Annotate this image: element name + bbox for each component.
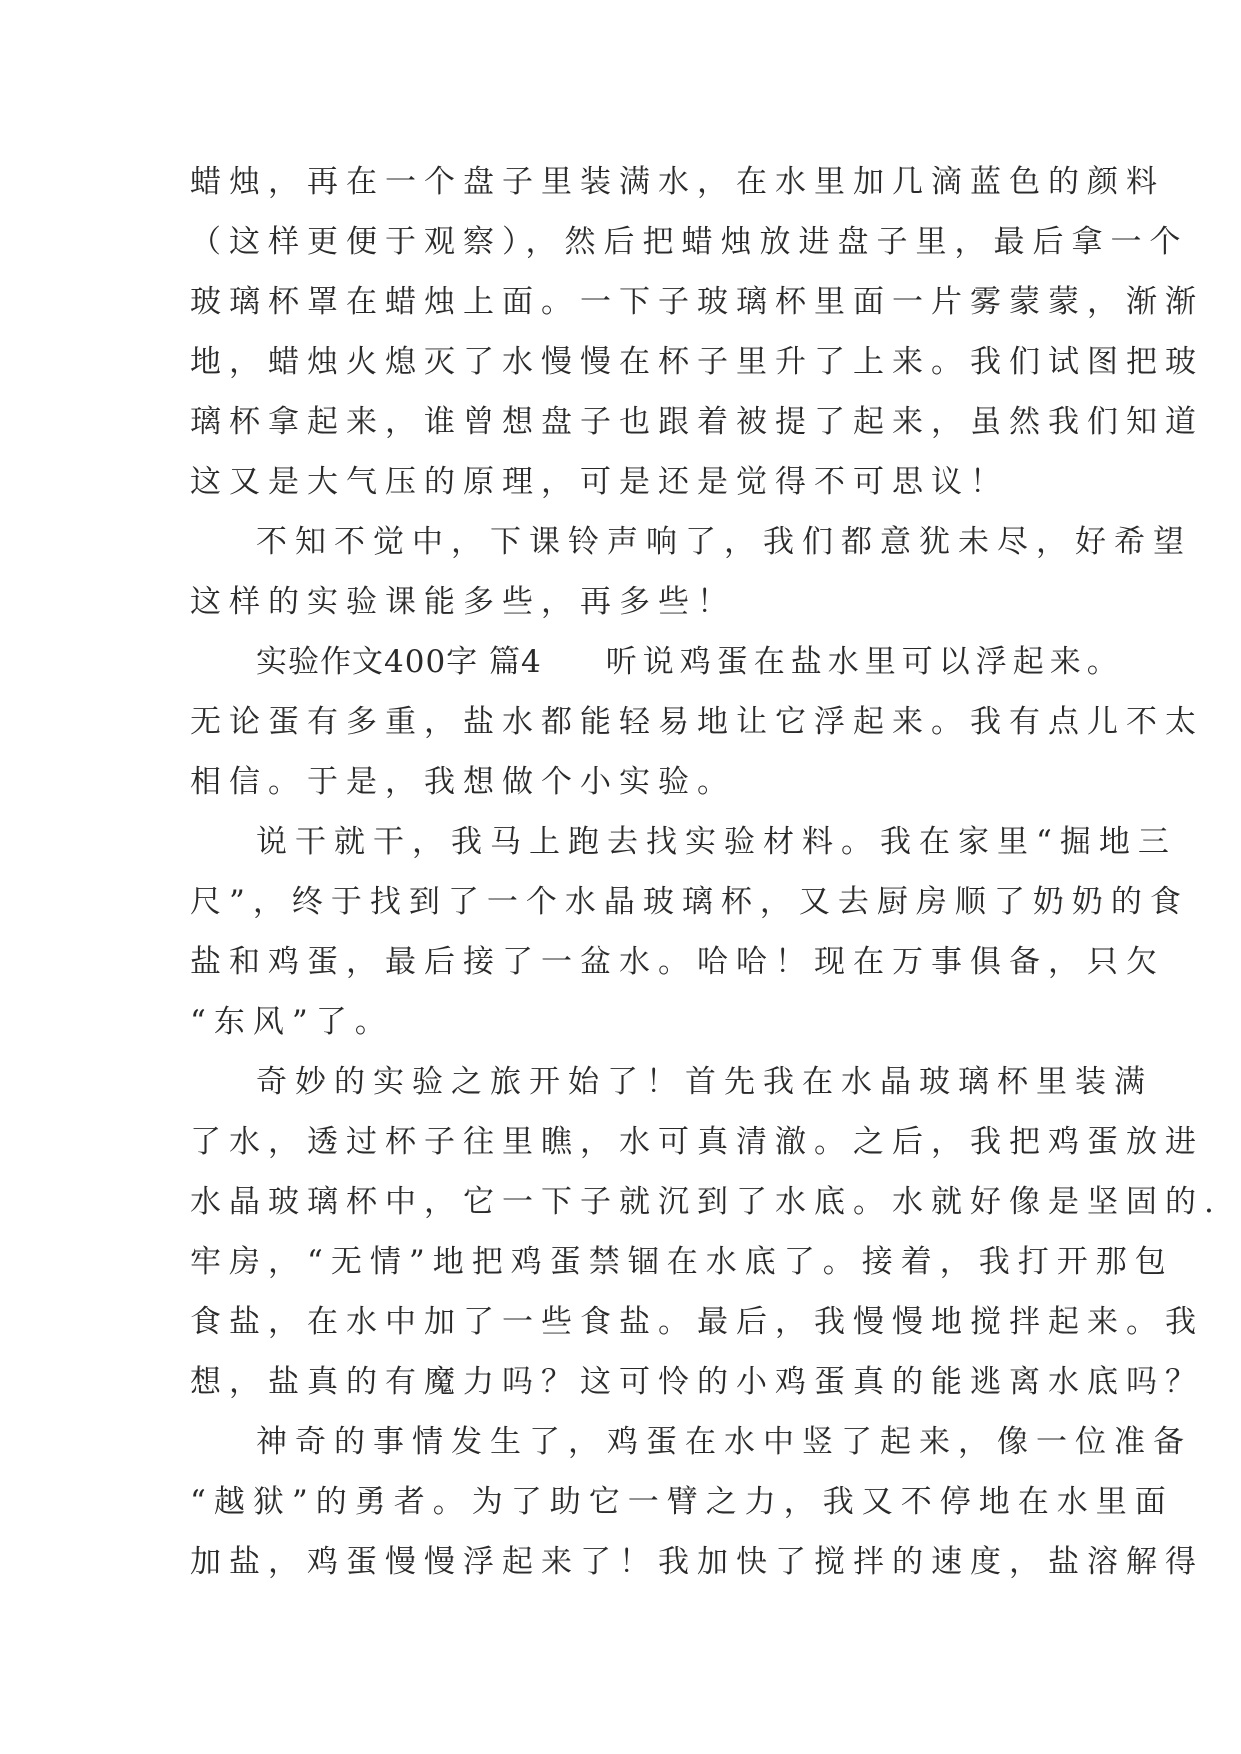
paragraph-start-line: 神奇的事情发生了，鸡蛋在水中竖了起来，像一位准备 <box>256 1424 1192 1460</box>
text-line: “东风”了。 <box>190 1004 394 1040</box>
text-line: 蜡烛，再在一个盘子里装满水，在水里加几滴蓝色的颜料 <box>190 164 1165 200</box>
text-line: 这样的实验课能多些，再多些！ <box>190 584 736 620</box>
text-line: 无论蛋有多重，盐水都能轻易地让它浮起来。我有点儿不太 <box>190 704 1204 740</box>
text-line: 水晶玻璃杯中，它一下子就沉到了水底。水就好像是坚固的. <box>190 1184 1222 1220</box>
text-line: 璃杯拿起来，谁曾想盘子也跟着被提了起来，虽然我们知道 <box>190 404 1204 440</box>
paragraph-start-line: 不知不觉中，下课铃声响了，我们都意犹未尽，好希望 <box>256 524 1192 560</box>
section-heading-line <box>190 632 1124 692</box>
text-line: 尺”，终于找到了一个水晶玻璃杯，又去厨房顺了奶奶的食 <box>190 884 1189 920</box>
text-line: 玻璃杯罩在蜡烛上面。一下子玻璃杯里面一片雾蒙蒙，渐渐 <box>190 284 1204 320</box>
text-line: 听说鸡蛋在盐水里可以浮起来。 <box>605 644 1124 680</box>
text-line: 加盐，鸡蛋慢慢浮起来了！我加快了搅拌的速度，盐溶解得 <box>190 1544 1204 1580</box>
text-line: 牢房，“无情”地把鸡蛋禁锢在水底了。接着，我打开那包 <box>190 1244 1174 1280</box>
section-heading: 实验作文400字 篇4 <box>256 644 542 680</box>
paragraph-start-line: 说干就干，我马上跑去找实验材料。我在家里“掘地三 <box>256 824 1177 860</box>
text-line: 食盐，在水中加了一些食盐。最后，我慢慢地搅拌起来。我 <box>190 1304 1204 1340</box>
article-body <box>190 152 1222 1592</box>
paragraph-start-line: 奇妙的实验之旅开始了！首先我在水晶玻璃杯里装满 <box>256 1064 1153 1100</box>
text-line: （这样更便于观察），然后把蜡烛放进盘子里，最后拿一个 <box>190 224 1189 260</box>
text-line: 盐和鸡蛋，最后接了一盆水。哈哈！现在万事俱备，只欠 <box>190 944 1165 980</box>
text-line: 想，盐真的有魔力吗？这可怜的小鸡蛋真的能逃离水底吗？ <box>190 1364 1204 1400</box>
text-line: 了水，透过杯子往里瞧，水可真清澈。之后，我把鸡蛋放进 <box>190 1124 1204 1160</box>
text-line: 地，蜡烛火熄灭了水慢慢在杯子里升了上来。我们试图把玻 <box>190 344 1204 380</box>
text-line: 相信。于是，我想做个小实验。 <box>190 764 736 800</box>
text-line: “越狱”的勇者。为了助它一臂之力，我又不停地在水里面 <box>190 1484 1174 1520</box>
text-line: 这又是大气压的原理，可是还是觉得不可思议！ <box>190 464 1009 500</box>
